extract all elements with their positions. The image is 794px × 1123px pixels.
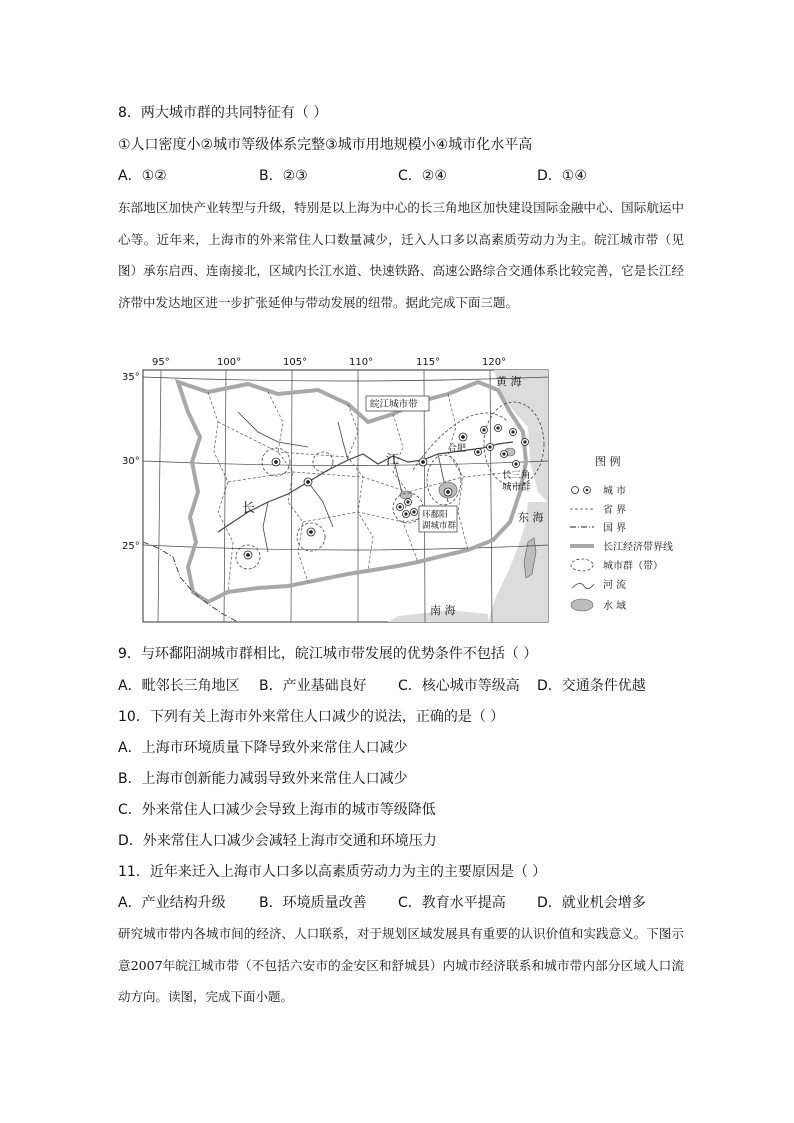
- lon-label: 95°: [152, 357, 170, 368]
- svg-text:省 界: 省 界: [603, 505, 627, 516]
- q8-option-c[interactable]: C．②④: [398, 168, 447, 184]
- city-icon: [403, 511, 410, 518]
- q9-option-c[interactable]: C．核心城市等级高: [398, 678, 520, 694]
- city-icon: [307, 528, 315, 536]
- lat-label: 35°: [122, 372, 140, 383]
- wanjiang-label: 皖江城市带: [370, 399, 418, 410]
- q8-statements: ①人口密度小②城市等级体系完整③城市用地规模小④城市化水平高: [118, 137, 533, 153]
- q8-option-d[interactable]: D．①④: [537, 168, 587, 184]
- city-icon: [411, 509, 418, 516]
- dongting-lake: [400, 491, 412, 499]
- lat-label: 30°: [122, 456, 140, 467]
- hefei-label: 合肥: [448, 444, 467, 454]
- legend-national-boundary: [570, 522, 626, 534]
- yellow-sea-label: 黄 海: [496, 375, 522, 388]
- lon-label: 115°: [416, 357, 441, 368]
- city-icon: [459, 433, 467, 441]
- legend-city: [572, 484, 627, 497]
- city-icon: [501, 451, 508, 458]
- yangtze-label-chang: 长: [242, 501, 256, 516]
- south-sea-label: 南 海: [430, 604, 456, 617]
- city-icon: [397, 504, 404, 511]
- city-icon: [475, 449, 482, 456]
- q10-option-b[interactable]: B．上海市创新能力减弱导致外来常住人口减少: [118, 771, 408, 787]
- city-icon: [510, 429, 517, 436]
- city-icon: [495, 425, 502, 432]
- q8-option-b[interactable]: B．②③: [259, 168, 308, 184]
- q10-option-a[interactable]: A．上海市环境质量下降导致外来常住人口减少: [118, 740, 408, 756]
- lon-label: 105°: [283, 357, 308, 368]
- lon-label: 100°: [217, 357, 242, 368]
- q11-option-c[interactable]: C．教育水平提高: [398, 895, 506, 911]
- poyang-cluster-label-1: 环鄱阳: [422, 510, 448, 520]
- city-icon: [272, 458, 280, 466]
- map-frame: [143, 370, 548, 622]
- svg-text:国 界: 国 界: [603, 523, 627, 534]
- q9-option-b[interactable]: B．产业基础良好: [259, 678, 367, 694]
- city-icon: [522, 439, 529, 446]
- q11-option-b[interactable]: B．环境质量改善: [259, 895, 367, 911]
- lon-label: 120°: [482, 357, 507, 368]
- svg-text:城市群（带）: 城市群（带）: [603, 561, 663, 572]
- legend-title: 图 例: [595, 455, 621, 468]
- intro-passage-1: 东部地区加快产业转型与升级，特别是以上海为中心的长三角地区加快建设国际金融中心、国际航运中心等。近年来，上海市的外来常住人口数量减少，迁入人口多以高素质劳动力为主。皖江城市带（见图）承东启西、连南接北，区域内长江水道、快速铁路、高速公路综合交通体系比较完善，它是长江经济带中发达地区进一步扩张延伸与带动发展的纽带。据此完成下面三题。: [118, 200, 684, 310]
- city-icon: [244, 551, 252, 559]
- svg-text:长江经济带界线: 长江经济带界线: [603, 542, 673, 553]
- yangtze-label-jiang: 江: [386, 453, 400, 468]
- intro-passage-2: 研究城市带内各城市间的经济、人口联系，对于规划区域发展具有重要的认识价值和实践意义。下图示意2007年皖江城市带（不包括六安市的金安区和舒城县）内城市经济联系和城市带内部分区域人口流动方向。读图，完成下面小题。: [118, 926, 684, 1004]
- q8-stem: 8．两大城市群的共同特征有（ ）: [118, 105, 328, 121]
- legend-city-cluster: [571, 559, 663, 572]
- city-icon: [405, 499, 412, 506]
- changsanjiao-label-1: 长三角: [502, 470, 531, 481]
- q9-option-a[interactable]: A．毗邻长三角地区: [118, 678, 240, 694]
- changsanjiao-label-2: 城市群: [502, 482, 531, 493]
- city-icon: [487, 444, 494, 451]
- legend: [570, 484, 673, 612]
- q10-option-d[interactable]: D．外来常住人口减少会减轻上海市交通和环境压力: [118, 833, 437, 849]
- lat-label: 25°: [122, 541, 140, 552]
- q11-option-a[interactable]: A．产业结构升级: [118, 895, 226, 911]
- city-icon: [481, 427, 488, 434]
- svg-text:水 域: 水 域: [603, 601, 627, 612]
- city-icon: [513, 461, 520, 468]
- q8-option-a[interactable]: A．①②: [118, 168, 167, 184]
- poyang-cluster-label-2: 湖城市群: [422, 521, 457, 531]
- legend-province-boundary: [570, 503, 626, 516]
- svg-text:河 流: 河 流: [603, 580, 627, 591]
- q10-option-c[interactable]: C．外来常住人口减少会导致上海市的城市等级降低: [118, 802, 436, 818]
- svg-text:城 市: 城 市: [603, 486, 627, 497]
- legend-water-area: [571, 599, 626, 612]
- east-sea-label: 东 海: [518, 511, 544, 524]
- legend-river: [572, 578, 626, 591]
- city-icon: [419, 458, 427, 466]
- q11-stem: 11．近年来迁入上海市人口多以高素质劳动力为主的主要原因是（ ）: [118, 864, 547, 880]
- city-icon: [444, 488, 452, 496]
- q10-stem: 10．下列有关上海市外来常住人口减少的说法，正确的是（ ）: [118, 709, 505, 725]
- q9-option-d[interactable]: D．交通条件优越: [537, 678, 646, 694]
- lon-label: 110°: [349, 357, 374, 368]
- map-figure: [118, 352, 678, 624]
- city-icon: [304, 478, 312, 486]
- q11-option-d[interactable]: D．就业机会增多: [537, 895, 646, 911]
- legend-economic-belt-boundary: [570, 540, 673, 553]
- q9-stem: 9．与环鄱阳湖城市群相比，皖江城市带发展的优势条件不包括（ ）: [118, 646, 538, 662]
